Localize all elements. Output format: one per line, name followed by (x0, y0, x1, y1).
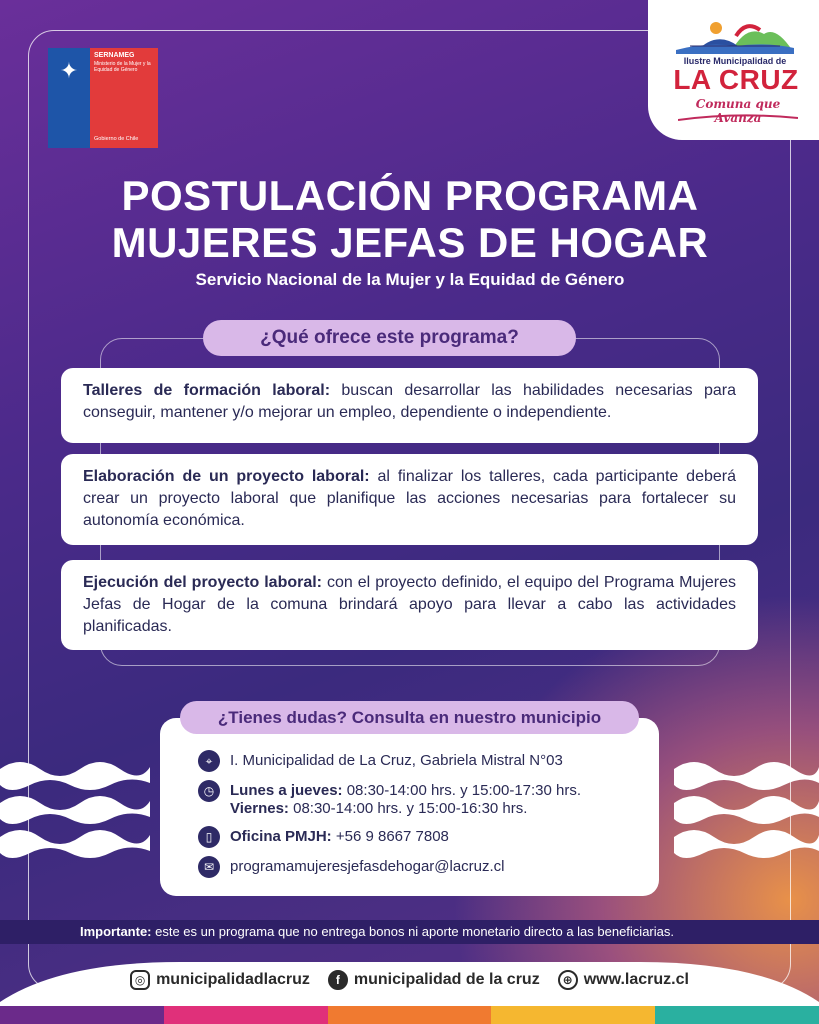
stripe-yellow (491, 1006, 655, 1024)
left-waves-decoration (0, 755, 150, 865)
page-title (30, 172, 790, 266)
email-icon: ✉ (198, 856, 220, 878)
offer-card-1 (61, 368, 758, 443)
offer-heading: ¿Qué ofrece este programa? (203, 320, 576, 356)
contact-address-row (198, 750, 659, 772)
offer-card-2 (61, 454, 758, 545)
offer-card-3-text: con el proyecto definido, el equipo del Programa Mujeres Jefas de Hogar de la comuna brindará apoyo para llevar a cabo las actividades planificadas. (83, 574, 737, 635)
contact-email[interactable]: programamujeresjefasdehogar@lacruz.cl (230, 858, 505, 875)
phone-label: Oficina PMJH: (230, 828, 332, 845)
important-text: este es un programa que no entrega bonos ni aporte monetario directo a las beneficiarias. (151, 924, 674, 939)
color-stripes (0, 1006, 819, 1024)
hours1-value: 08:30-14:00 hrs. y 15:00-17:30 hrs. (342, 782, 582, 799)
chile-coat-of-arms-icon: ✦ (59, 58, 79, 83)
globe-icon: ⊕ (558, 970, 578, 990)
instagram-handle: municipalidadlacruz (156, 971, 310, 988)
phone-value[interactable]: +56 9 8667 7808 (331, 828, 449, 845)
stripe-pink (164, 1006, 328, 1024)
contact-heading: ¿Tienes dudas? Consulta en nuestro municipio (180, 701, 639, 734)
page-subtitle: Servicio Nacional de la Mujer y la Equidad de Género (195, 270, 625, 289)
gov-logo-ministry: Ministerio de la Mujer y la Equidad de Género (94, 61, 151, 73)
hours2-label: Viernes: (230, 800, 289, 817)
phone-icon: ▯ (198, 826, 220, 848)
footer-web-link[interactable] (558, 970, 689, 990)
offer-card-1-text: buscan desarrollar las habilidades necesarias para conseguir, mantener y/o mejorar un empleo, dependiente o independiente. (83, 382, 737, 421)
footer-social-links (0, 970, 819, 990)
title-line-2: MUJERES JEFAS DE HOGAR (111, 219, 709, 266)
municipality-slogan: Comuna que Avanza (695, 97, 781, 125)
stripe-orange (328, 1006, 492, 1024)
contact-card (160, 718, 659, 896)
municipality-logo (648, 0, 819, 140)
municipality-name: LA CRUZ (673, 64, 799, 95)
instagram-icon: ◎ (130, 970, 150, 990)
contact-email-row (198, 856, 659, 878)
clock-icon: ◷ (198, 780, 220, 802)
stripe-purple (0, 1006, 164, 1024)
important-note (0, 920, 819, 944)
contact-address: I. Municipalidad de La Cruz, Gabriela Mistral N°03 (230, 752, 563, 769)
stripe-teal (655, 1006, 819, 1024)
facebook-handle: municipalidad de la cruz (353, 971, 540, 988)
website-url: www.lacruz.cl (583, 971, 689, 988)
contact-hours-row (198, 780, 659, 818)
offer-card-3-title: Ejecución del proyecto laboral: (83, 574, 323, 591)
municipality-top-line: Ilustre Municipalidad de (683, 56, 787, 66)
contact-phone-row (198, 826, 659, 848)
offer-card-2-text: al finalizar los talleres, cada participante deberá crear un proyecto laboral que planifique las acciones necesarias para fortalecer su autonomía económica. (83, 468, 736, 529)
hours2-value: 08:30-14:00 hrs. y 15:00-16:30 hrs. (288, 800, 528, 817)
offer-card-3 (61, 560, 758, 650)
slogan-swoosh-icon (678, 114, 798, 122)
right-waves-decoration (674, 755, 819, 865)
footer-facebook-link[interactable] (328, 970, 540, 990)
contact-phone (230, 826, 449, 846)
sernameg-logo (48, 48, 158, 148)
facebook-icon: f (328, 970, 348, 990)
important-label: Importante: (80, 924, 152, 939)
municipality-landscape-icon (676, 16, 794, 56)
gov-logo-blue-block (48, 48, 90, 148)
footer-instagram-link[interactable] (130, 970, 310, 990)
location-pin-icon: ⌖ (198, 750, 220, 772)
title-line-1: POSTULACIÓN PROGRAMA (121, 172, 699, 219)
offer-card-1-title: Talleres de formación laboral: (83, 382, 331, 399)
gov-logo-org: SERNAMEG (94, 52, 135, 59)
offer-card-2-title: Elaboración de un proyecto laboral: (83, 468, 370, 485)
gov-logo-red-block (90, 48, 158, 148)
gov-logo-government: Gobierno de Chile (94, 136, 139, 142)
contact-hours (230, 780, 581, 818)
hours1-label: Lunes a jueves: (230, 782, 343, 799)
